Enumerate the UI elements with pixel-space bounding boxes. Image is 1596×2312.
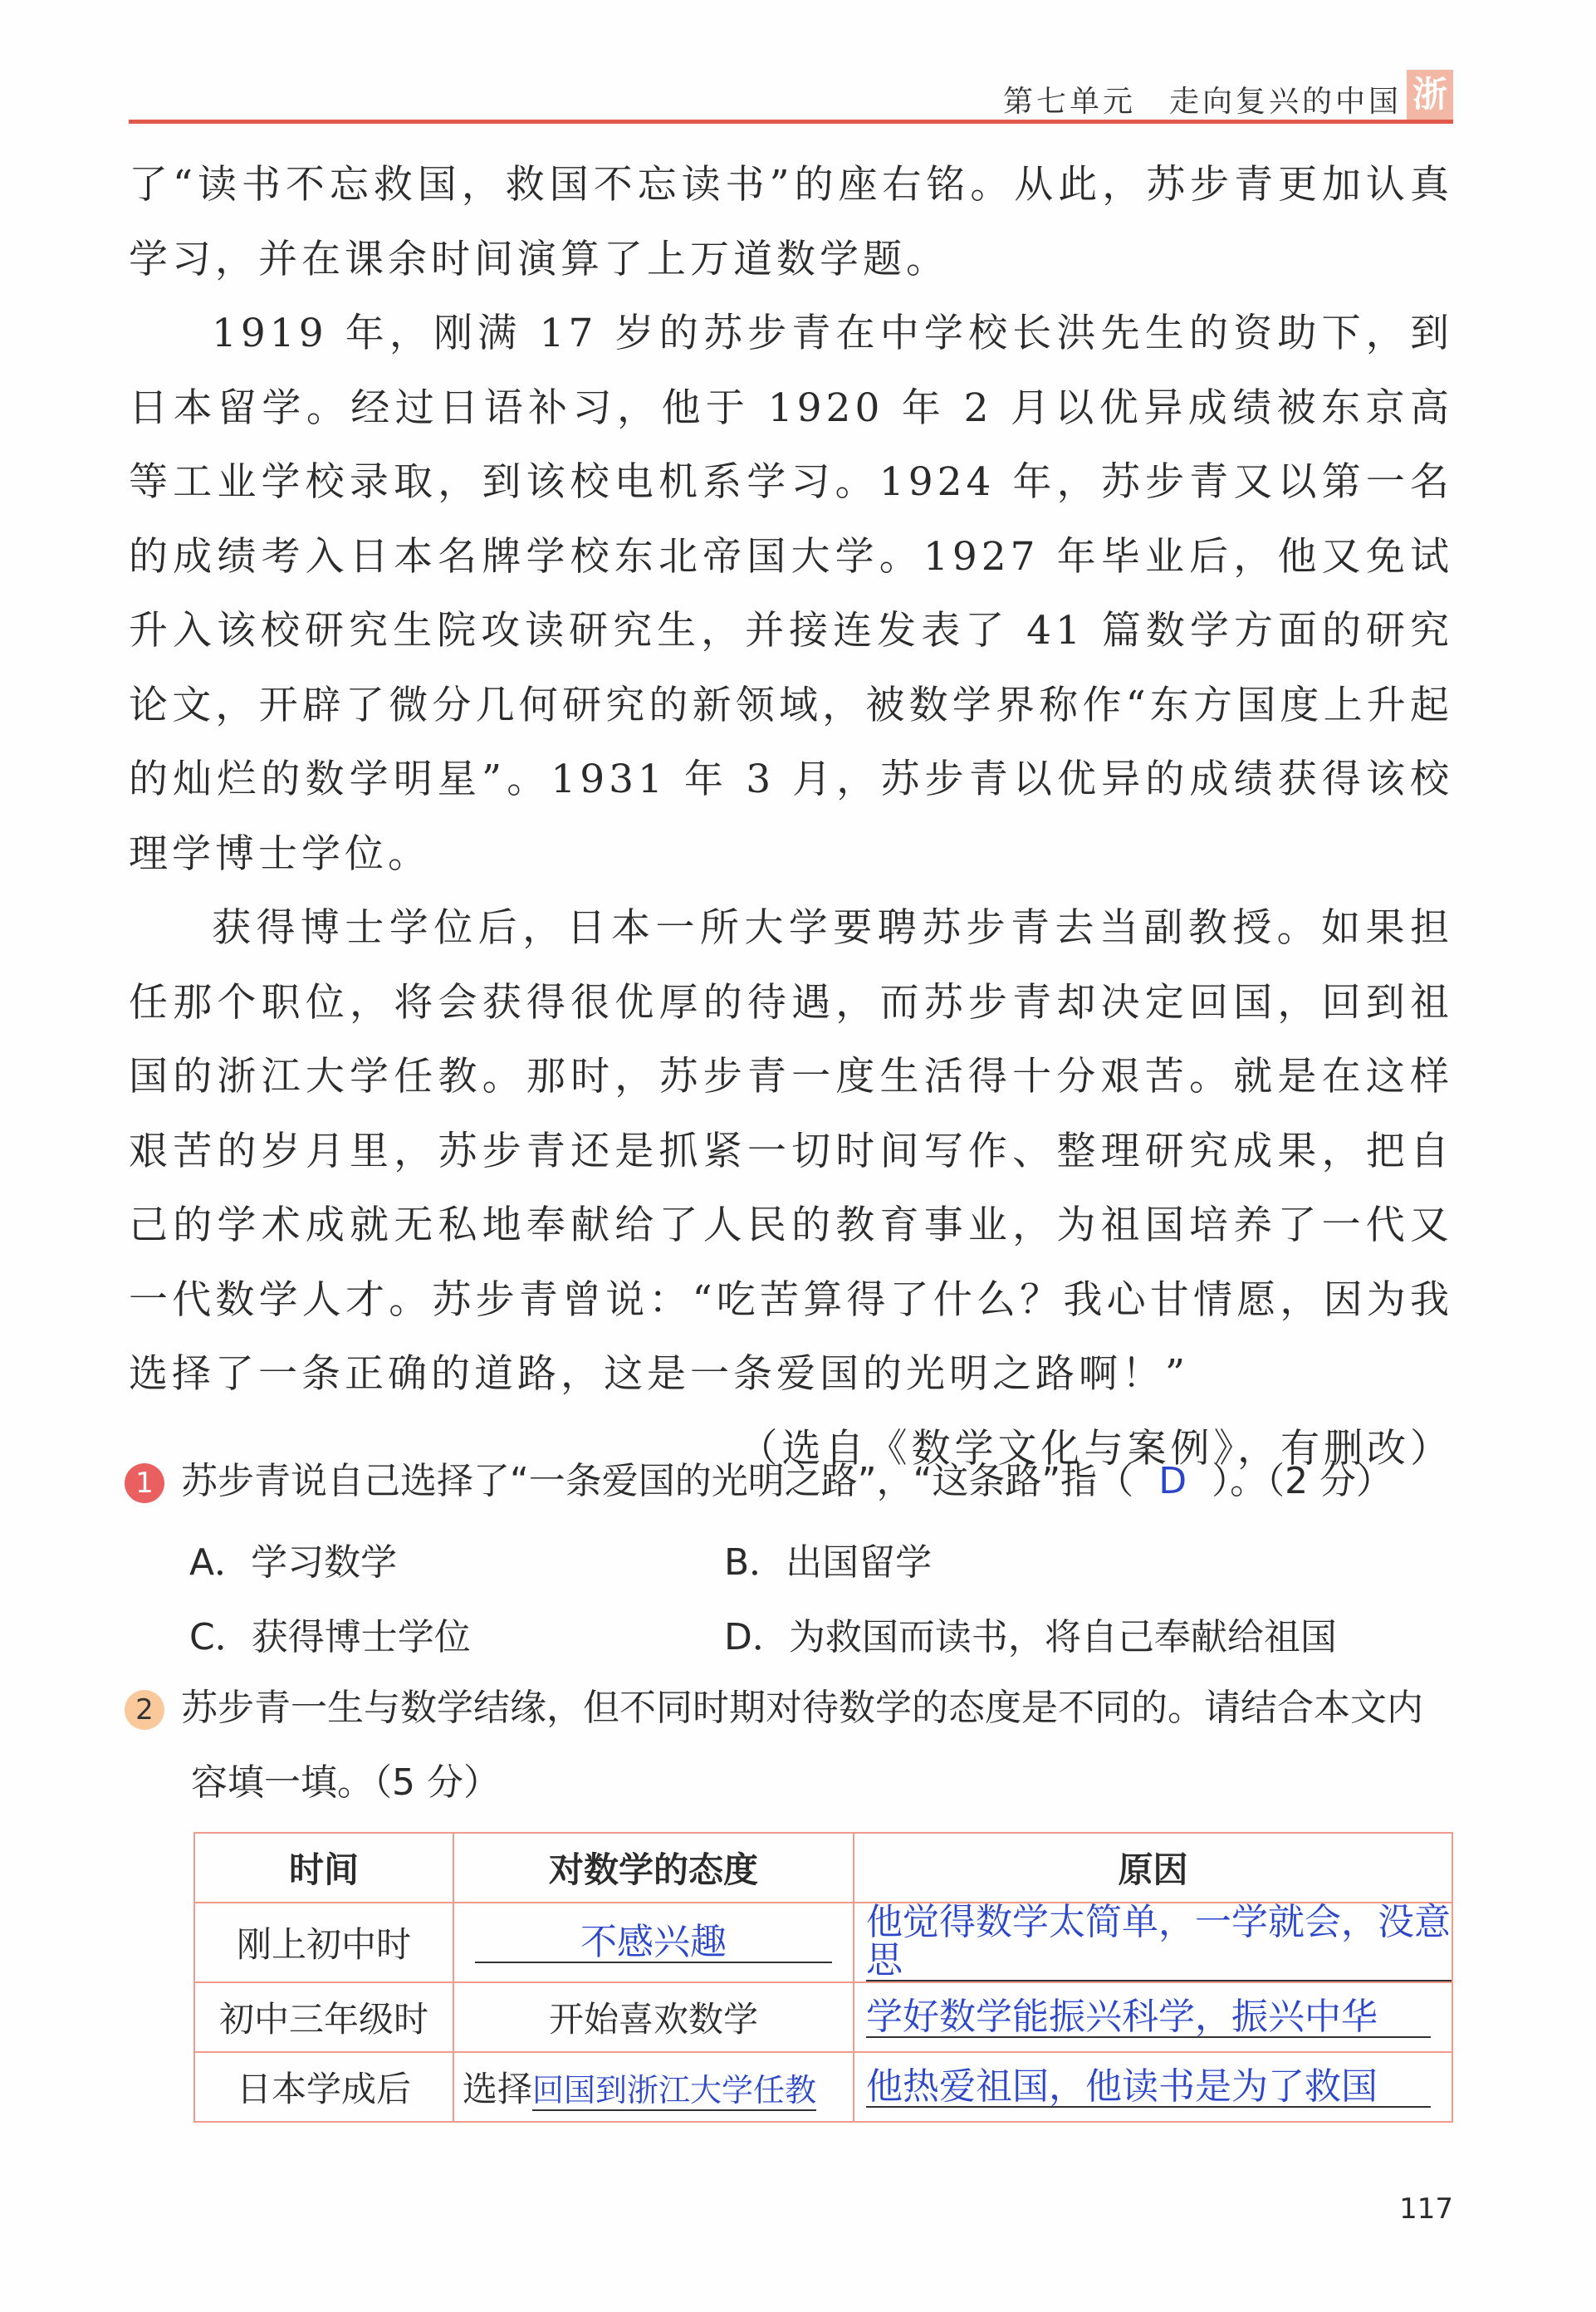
header-text [970,78,1402,120]
question-2 [125,1671,1453,1820]
cell-attitude[interactable] [453,1903,854,1982]
question-number-2: 2 [125,1690,164,1730]
question-2-text: 苏步青一生与数学结缘，但不同时期对待数学的态度是不同的。请结合本文内容填一填。（5 分） [181,1687,1423,1804]
page-header [129,76,1453,126]
handwritten-reason: 学好数学能振兴科学，振兴中华 [866,1998,1431,2038]
cell-attitude[interactable] [453,2052,854,2122]
handwritten-reason: 他觉得数学太简单，一学就会，没意思 [866,1901,1451,1981]
table-row [194,1903,1452,1982]
option-b[interactable]: B．出国留学 [724,1541,933,1584]
handwritten-attitude: 不感兴趣 [475,1923,832,1963]
table-header-row [194,1833,1452,1903]
handwritten-reason: 他热爱祖国，他读书是为了救国 [866,2068,1431,2108]
handwritten-attitude: 回国到浙江大学任教 [532,2071,816,2111]
reading-passage [129,148,1453,1486]
unit-title: 走向复兴的中国 [1168,85,1402,119]
paragraph-1: 了“读书不忘救国，救国不忘读书”的座右铭。从此，苏步青更加认真学习，并在课余时间演算了上万道数学题。 [129,162,1453,282]
paragraph-3: 获得博士学位后，日本一所大学要聘苏步青去当副教授。如果担任那个职位，将会获得很优厚的待遇，而苏步青却决定回国，回到祖国的浙江大学任教。那时，苏步青一度生活得十分艰苦。就是在这样艰苦的岁月里，苏步青还是抓紧一切时间写作、整理研究成果，把自己的学术成就无私地奉献给了人民的教育事业，为祖国培养了一代又一代数学人才。苏步青曾说：“吃苦算得了什么？我心甘情愿，因为我选择了一条正确的道路，这是一条爱国的光明之路啊！” [129,905,1453,1397]
header-attitude: 对数学的态度 [453,1833,854,1903]
cell-attitude: 开始喜欢数学 [453,1982,854,2052]
question-number-1: 1 [125,1463,164,1503]
answer-table [193,1832,1453,2123]
table-row [194,1982,1452,2052]
cell-reason[interactable] [854,1982,1452,2052]
question-1 [125,1445,1453,1518]
option-a[interactable]: A．学习数学 [189,1541,398,1584]
cell-reason[interactable] [854,1903,1452,1982]
cell-time: 刚上初中时 [194,1903,453,1982]
attitude-prefix: 选择 [463,2069,533,2109]
province-badge: 浙 [1407,70,1453,120]
header-reason: 原因 [854,1833,1452,1903]
question-1-score: ）。（2 分） [1212,1460,1393,1502]
page-number: 117 [1399,2192,1453,2226]
header-rule [129,120,1453,124]
question-1-answer[interactable]: D [1158,1460,1187,1502]
cell-time: 日本学成后 [194,2052,453,2122]
cell-reason[interactable] [854,2052,1452,2122]
table-row [194,2052,1452,2122]
paragraph-2: 1919 年，刚满 17 岁的苏步青在中学校长洪先生的资助下，到日本留学。经过日语补习，他于 1920 年 2 月以优异成绩被东京高等工业学校录取，到该校电机系学习。1924 年，苏步青又以第一名的成绩考入日本名牌学校东北帝国大学。1927 年毕业后，他又免试升入该校研究生院攻读研究生，并接连发表了 41 篇数学方面的研究论文，开辟了微分几何研究的新领域，被数学界称作“东方国度上升起的灿烂的数学明星”。1931 年 3 月，苏步青以优异的成绩获得该校理学博士学位。 [129,311,1453,877]
question-1-text: 苏步青说自己选择了“一条爱国的光明之路”，“这条路”指（ [181,1460,1134,1502]
cell-time: 初中三年级时 [194,1982,453,2052]
unit-label: 第七单元 [1002,85,1136,119]
header-time: 时间 [194,1833,453,1903]
option-d[interactable]: D．为救国而读书，将自己奉献给祖国 [724,1616,1337,1658]
source-citation: （选自《数学文化与案例》，有删改） [738,1425,1453,1472]
option-c[interactable]: C．获得博士学位 [189,1616,471,1658]
